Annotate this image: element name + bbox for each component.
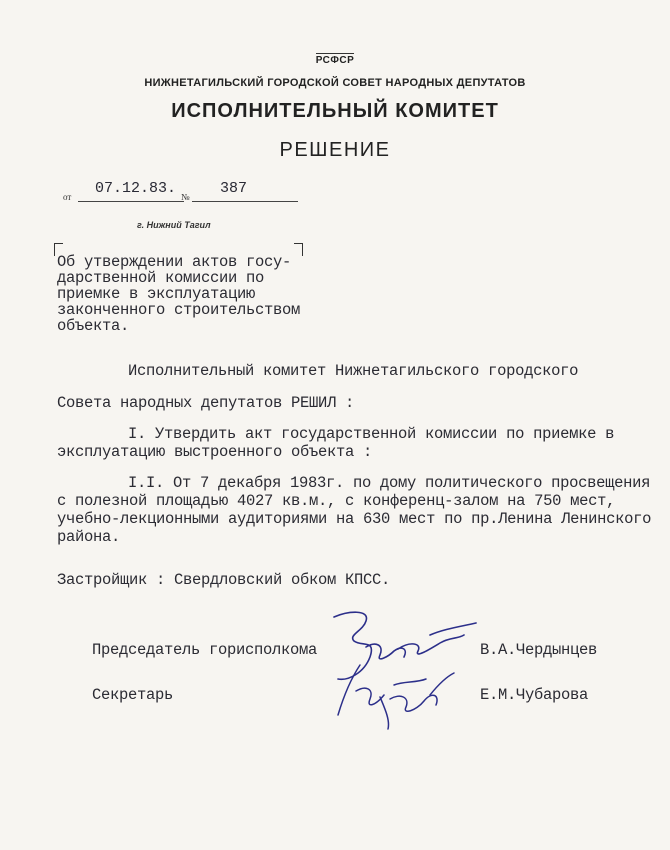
subject-line: дарственной комиссии по <box>57 269 265 287</box>
council-name: НИЖНЕТАГИЛЬСКИЙ ГОРОДСКОЙ СОВЕТ НАРОДНЫХ ДЕПУТАТОВ <box>144 77 526 89</box>
secretary-name: Е.М.Чубарова <box>480 686 589 704</box>
subject-line: Об утверждении актов госу- <box>57 253 292 271</box>
committee-title: ИСПОЛНИТЕЛЬНЫЙ КОМИТЕТ <box>171 100 499 122</box>
developer-line: Застройщик : Свердловский обком КПСС. <box>57 571 391 589</box>
item-1-1-line-4: района. <box>57 528 121 546</box>
subject-line: законченного строительством <box>57 301 301 319</box>
intro-line-2: Совета народных депутатов РЕШИЛ : <box>57 394 355 412</box>
chair-name: В.А.Чердынцев <box>480 641 598 659</box>
subject-block <box>57 254 317 334</box>
chair-title: Председатель горисполкома <box>92 641 318 659</box>
item-1-1-line-1: I.I. От 7 декабря 1983г. по дому политического просвещения <box>128 474 651 492</box>
item-1-1-line-2: с полезной площадью 4027 кв.м., с конференц-залом на 750 мест, <box>57 492 616 510</box>
number-label: № <box>181 192 190 202</box>
subject-line: приемке в эксплуатацию <box>57 285 256 303</box>
number-underline <box>192 201 298 202</box>
republic-label: РСФСР <box>315 55 355 66</box>
secretary-title: Секретарь <box>92 686 174 704</box>
document-date: 07.12.83. <box>95 180 177 197</box>
item-1-line-1: I. Утвердить акт государственной комиссии по приемке в <box>128 425 615 443</box>
document-number: 387 <box>220 180 248 197</box>
date-label: от <box>63 192 72 202</box>
date-underline <box>78 201 184 202</box>
document-type: РЕШЕНИЕ <box>279 139 391 161</box>
intro-line-1: Исполнительный комитет Нижнетагильского городского <box>128 362 579 380</box>
city-label: г. Нижний Тагил <box>137 220 211 230</box>
subject-line: объекта. <box>57 317 130 335</box>
item-1-line-2: эксплуатацию выстроенного объекта : <box>57 443 373 461</box>
item-1-1-line-3: учебно-лекционными аудиториями на 630 мест по пр.Ленина Ленинского <box>57 510 652 528</box>
secretary-signature <box>330 655 470 735</box>
